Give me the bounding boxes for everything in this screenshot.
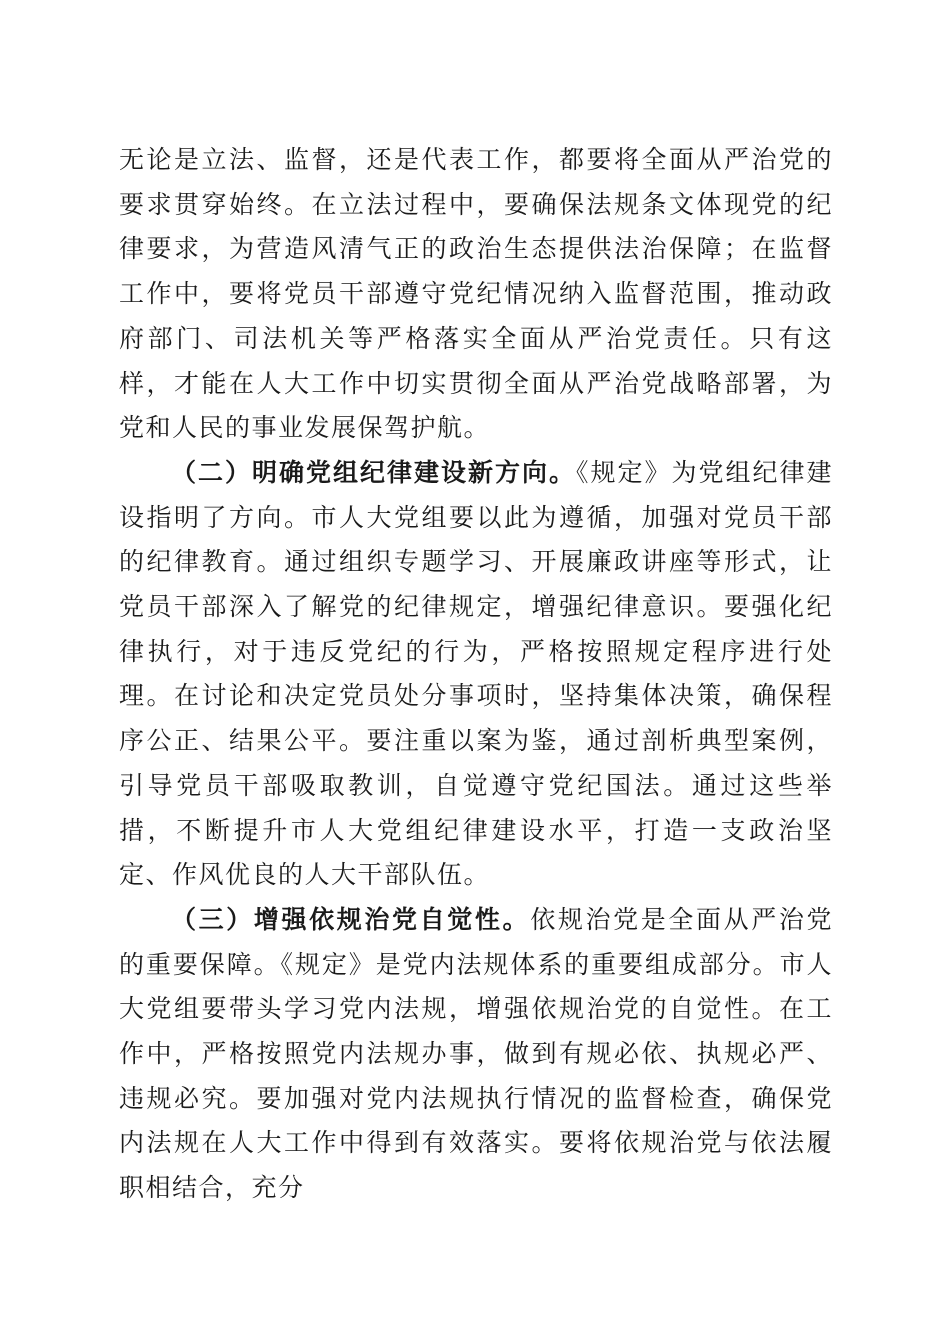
section-heading-3: （三）增强依规治党自觉性。 [171,904,531,934]
paragraph-3-text: 依规治党是全面从严治党的重要保障。《规定》是党内法规体系的重要组成部分。市人大党组要带头学习党内法规，增强依规治党的自觉性。在工作中，严格按照党内法规办事，做到有规必依、执规必严、违规必究。要加强对党内法规执行情况的监督检查，确保党内法规在人大工作中得到有效落实。要将依规治党与依法履职相结合，充分 [119,904,833,1203]
paragraph-2-text: 《规定》为党组纪律建设指明了方向。市人大党组要以此为遵循，加强对党员干部的纪律教育。通过组织专题学习、开展廉政讲座等形式，让党员干部深入了解党的纪律规定，增强纪律意识。要强化纪律执行，对于违反党纪的行为，严格按照规定程序进行处理。在讨论和决定党员处分事项时，坚持集体决策，确保程序公正、结果公平。要注重以案为鉴，通过剖析典型案例，引导党员干部吸取教训，自觉遵守党纪国法。通过这些举措，不断提升市人大党组纪律建设水平，打造一支政治坚定、作风优良的人大干部队伍。 [119,457,833,890]
paragraph-2 [119,451,833,898]
paragraph-3 [119,898,833,1211]
section-heading-2: （二）明确党组纪律建设新方向。 [171,457,576,487]
paragraph-1-text: 无论是立法、监督，还是代表工作，都要将全面从严治党的要求贯穿始终。在立法过程中，要确保法规条文体现党的纪律要求，为营造风清气正的政治生态提供法治保障；在监督工作中，要将党员干部遵守党纪情况纳入监督范围，推动政府部门、司法机关等严格落实全面从严治党责任。只有这样，才能在人大工作中切实贯彻全面从严治党战略部署，为党和人民的事业发展保驾护航。 [119,145,833,443]
paragraph-1 [119,138,833,451]
document-body [119,138,833,1211]
